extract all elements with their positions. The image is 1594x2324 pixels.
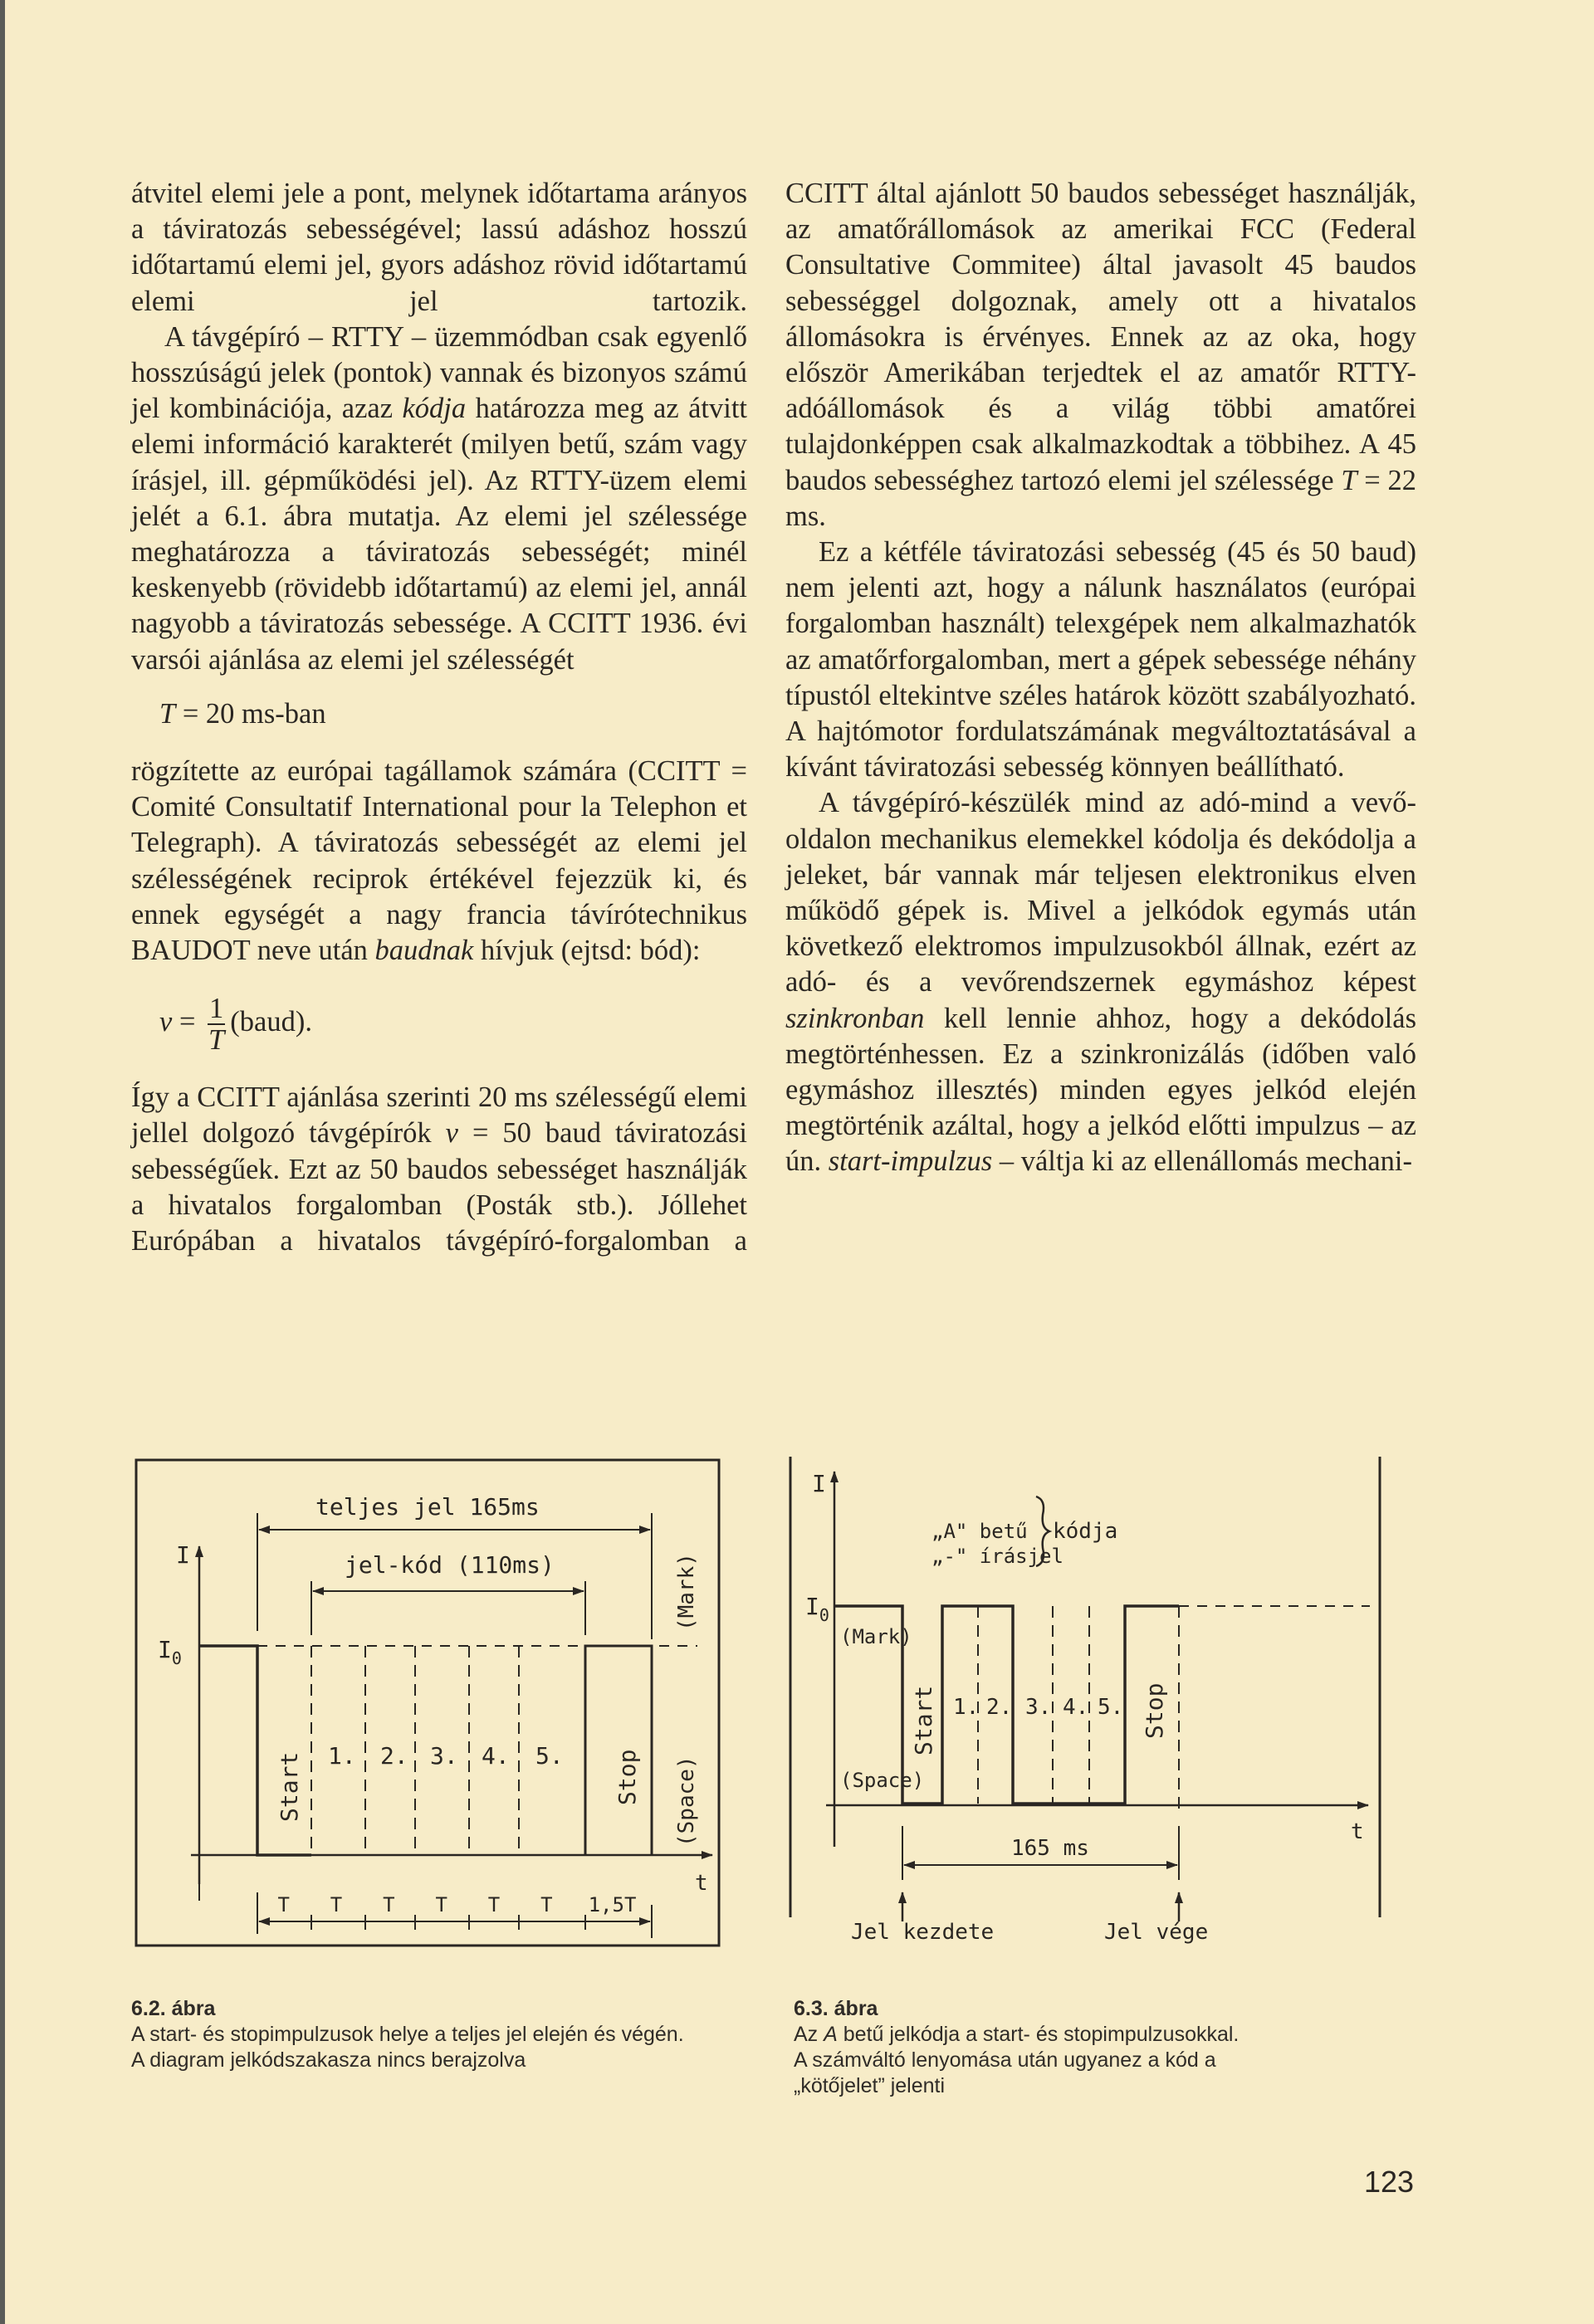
paragraph-text: = 50 baud táviratozási sebességűek. Ezt az 50 baudos sebességet használják a hivatalos forgalomban (Posták stb.). Jóllehet Európában a hivatalos távgépíró-forgalomban a xyxy=(131,1117,748,1257)
y-axis-label: I xyxy=(812,1470,826,1497)
paragraph-text: A távgépíró – RTTY – üzemmódban csak egyenlő hosszúságú jelek (pontok) vannak és bizonyos számú jel kombinációja, azaz xyxy=(131,320,747,425)
caption-title: 6.2. ábra xyxy=(131,1997,216,2020)
figure-6-2-diagram xyxy=(133,1457,722,1955)
paragraph-text: határozza meg az átvitt elemi információ karakterét (milyen betű, szám vagy írásjel, ill. gépműködési jel). Az RTTY-üzem elemi jelét a 6.1. ábra mutatja. Az elemi jel szélessége meghatározza a táviratozás sebességét; minél keskenyebb (rövidebb időtartamú) az elemi jel, annál nagyobb a táviratozás sebessége. A CCITT 1936. évi varsói ajánlása az elemi jel szélességét xyxy=(131,393,747,676)
paragraph-text: rögzítette az európai tagállamok számára (CCITT = Comité Consultatif International pour la Telephon et Telegraph). A táviratozás sebességét az elemi jel szélességének reciprok értékével fejezzük ki, és ennek egységét a nagy francia távírótechnikus BAUDOT neve után xyxy=(131,755,747,967)
paragraph xyxy=(785,785,1416,1179)
stop-label: Stop xyxy=(1141,1682,1168,1739)
page-number: 123 xyxy=(1364,2165,1415,2199)
caption-text xyxy=(794,2022,1425,2048)
figure-6-2-caption xyxy=(131,1996,729,2073)
paragraph-text: kell lennie ahhoz, hogy a dekódolás megtörténhessen. Ez a szinkronizálás (időben való egymáshoz illesztés) minden egyes jelkód elején megtörténik azáltal, hogy a jelkód előtti impulzus – az ún. xyxy=(785,1002,1416,1178)
figure-6-3-caption xyxy=(794,1996,1425,2099)
brace-line-letter: „A" betű xyxy=(931,1520,1028,1543)
formula-variable: T xyxy=(159,697,176,730)
left-text-column xyxy=(131,176,747,1259)
caption-italic: A xyxy=(824,2023,838,2046)
paragraph-text: átvitel elemi jele a pont, melynek időtartama arányos a táviratozás sebességével; lassú adáshoz hosszú időtartamú elemi jel, gyors adáshoz rövid időtartamú elemi jel tartozik. xyxy=(131,178,747,317)
bit-label: 3. xyxy=(430,1742,458,1770)
start-label: Start xyxy=(910,1685,937,1755)
scan-binding-edge xyxy=(0,0,5,2324)
formula-baud xyxy=(159,994,747,1055)
emphasis-term: start-impulzus xyxy=(828,1145,993,1178)
bit-label: 2. xyxy=(986,1695,1013,1720)
paragraph-text: CCITT által ajánlott 50 baudos sebességet használják, az amatőrállomások az amerikai FCC (Federal Consultative Commitee) által javasolt 45 baudos sebességgel dolgoznak, amely ott a hivatalos állomásokra is érvényes. Ennek az az oka, hogy először Amerikában terjedtek el az amatőr RTTY-adóállomások és a világ többi amatőrei tulajdonképpen csak alkalmazkodtak a többihez. A 45 baudos sebességhez tartozó elemi jel szélessége xyxy=(785,178,1416,496)
paragraph xyxy=(131,320,747,678)
brace-label: kódja xyxy=(1053,1519,1118,1544)
figure-frame xyxy=(136,1460,719,1946)
formula-variable: T xyxy=(1341,464,1357,496)
bit-label: 5. xyxy=(535,1742,564,1770)
bit-label: 4. xyxy=(482,1742,510,1770)
fraction xyxy=(208,994,225,1055)
start-label: Start xyxy=(276,1751,303,1822)
duration-label: T xyxy=(435,1893,447,1916)
paragraph-text: Így a CCITT ajánlása szerinti 20 ms szélességű elemi jellel dolgozó távgépírók xyxy=(131,1081,747,1150)
caption-text: A start- és stopimpulzusok helye a teljes jel elején és végén. xyxy=(131,2023,684,2046)
bit-label: 3. xyxy=(1025,1695,1052,1720)
formula-variable: v xyxy=(445,1117,458,1150)
caption-text: A diagram jelkódszakasza nincs berajzolva xyxy=(131,2048,526,2072)
start-pulse-waveform xyxy=(199,1646,311,1855)
duration-label: T xyxy=(540,1893,553,1916)
figure-6-3 xyxy=(789,1457,1386,1945)
x-axis-label: t xyxy=(1351,1819,1364,1844)
mark-label: (Mark) xyxy=(674,1553,699,1631)
paragraph-text: = 22 ms. xyxy=(785,464,1416,532)
paragraph-text: hívjuk (ejtsd: bód): xyxy=(473,935,701,967)
formula-T xyxy=(159,696,747,732)
duration-label: 1,5T xyxy=(588,1893,637,1916)
paragraph xyxy=(131,1080,747,1259)
figure-6-2 xyxy=(133,1457,722,1955)
stop-label: Stop xyxy=(614,1749,641,1805)
formula-unit: (baud). xyxy=(230,1006,312,1038)
caption-fragment: Az xyxy=(794,2023,824,2046)
paragraph-text: A távgépíró-készülék mind az adó-mind a vevő-oldalon mechanikus elemekkel kódolja és dekódolja a jeleket, bár vannak már teljesen elektronikus elven működő gépek is. Mivel a jelkódok egymás után következő elektromos impulzusokból állnak, ezért az adó- és a vevőrendszernek egymáshoz képest xyxy=(785,787,1416,998)
start-arrow-label: Jel kezdete xyxy=(851,1920,995,1945)
level-label: $I_0$ xyxy=(158,1636,182,1668)
emphasis-term: kódja xyxy=(402,393,467,425)
emphasis-term: szinkronban xyxy=(785,1002,925,1034)
emphasis-term: baudnak xyxy=(374,935,474,967)
right-text-column xyxy=(785,176,1416,1180)
bit-label: 1. xyxy=(328,1742,356,1770)
total-duration-label: teljes jel 165ms xyxy=(315,1493,540,1521)
bit-label: 5. xyxy=(1098,1695,1124,1720)
brace-line-punct: „-" írásjel xyxy=(931,1545,1063,1568)
fraction-numerator: 1 xyxy=(209,993,224,1025)
formula-equals: = xyxy=(172,1006,203,1038)
bit-label: 2. xyxy=(380,1742,408,1770)
caption-text: „kötőjelet” jelenti xyxy=(794,2074,946,2097)
duration-label: T xyxy=(330,1893,343,1916)
paragraph xyxy=(131,176,747,320)
duration-label: 165 ms xyxy=(1011,1836,1089,1861)
duration-label: T xyxy=(277,1893,290,1916)
duration-label: T xyxy=(383,1893,395,1916)
formula-variable: v xyxy=(159,1006,173,1038)
fraction-denominator: T xyxy=(208,1024,225,1057)
paragraph xyxy=(785,176,1416,535)
paragraph xyxy=(785,535,1416,785)
y-axis-label: I xyxy=(176,1541,190,1569)
end-arrow-label: Jel vége xyxy=(1104,1920,1209,1945)
figure-6-3-diagram xyxy=(789,1457,1386,1921)
paragraph xyxy=(131,754,747,969)
paragraph-text: – váltja ki az ellenállomás mechani- xyxy=(992,1145,1412,1178)
x-axis-label: t xyxy=(695,1871,708,1896)
level-label: $I_0$ xyxy=(805,1593,829,1625)
paragraph-text: Ez a kétféle táviratozási sebesség (45 és 50 baud) nem jelenti azt, hogy a nálunk használatos (európai forgalomban használt) telexgépek nem alkalmazhatók az amatőrforgalomban, mert a gépek sebessége néhány típustól eltekintve széles határok között szabályozható. A hajtómotor fordulatszámának megváltoztatásával a kívánt táviratozási sebesség könnyen beállítható. xyxy=(785,536,1416,784)
caption-title: 6.3. ábra xyxy=(794,1997,878,2020)
mark-label: (Mark) xyxy=(840,1625,912,1648)
bit-label: 4. xyxy=(1063,1695,1089,1720)
caption-text: A számváltó lenyomása után ugyanez a kód a xyxy=(794,2048,1216,2072)
formula-text: = 20 ms-ban xyxy=(175,697,326,730)
space-label: (Space) xyxy=(840,1769,925,1792)
code-duration-label: jel-kód (110ms) xyxy=(345,1551,555,1579)
caption-fragment: betű jelkódja a start- és stopimpulzusokkal. xyxy=(837,2023,1240,2046)
space-label: (Space) xyxy=(674,1755,699,1847)
bit-label: 1. xyxy=(953,1695,980,1720)
duration-label: T xyxy=(487,1893,501,1916)
